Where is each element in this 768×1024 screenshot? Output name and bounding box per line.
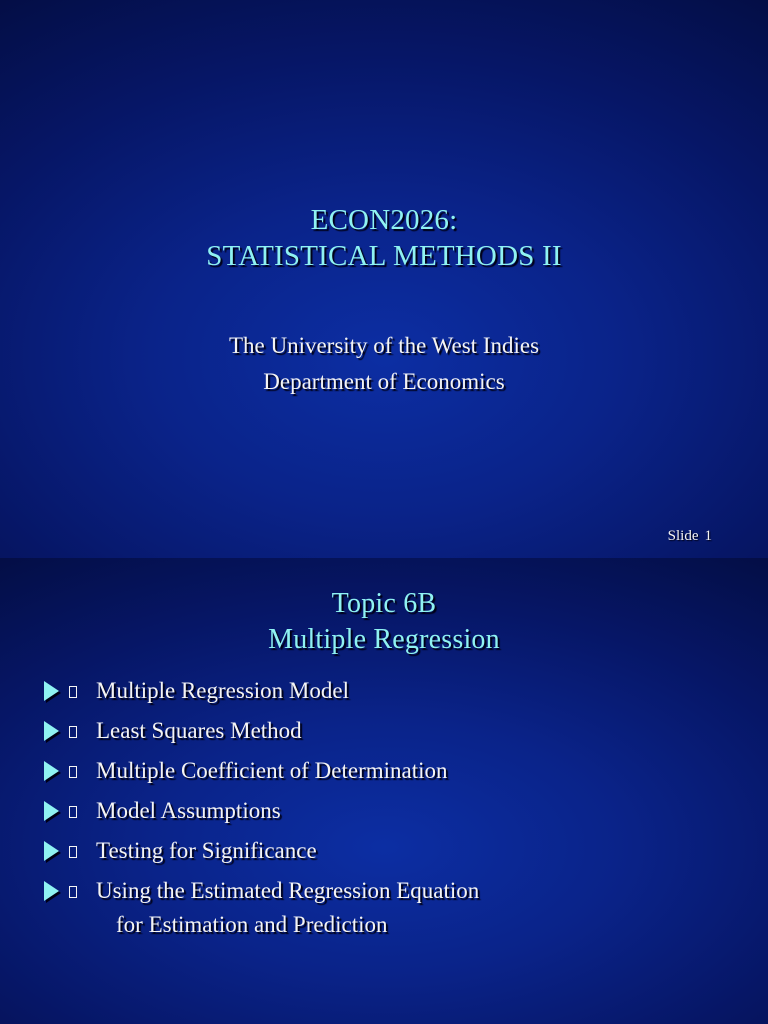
missing-glyph-box-icon: [69, 806, 77, 818]
list-item: [44, 794, 744, 834]
bullet-text: Least Squares Method: [96, 718, 302, 743]
right-triangle-arrow-icon: [44, 841, 59, 861]
topic-name: Multiple Regression: [268, 624, 500, 655]
right-triangle-arrow-icon: [44, 801, 59, 821]
missing-glyph-box-icon: [69, 886, 77, 898]
title-line-2: STATISTICAL METHODS II: [206, 240, 562, 272]
missing-glyph-box-icon: [69, 726, 77, 738]
missing-glyph-box-icon: [69, 846, 77, 858]
right-triangle-arrow-icon: [44, 881, 59, 901]
slide-1-subtitle: [0, 328, 768, 400]
list-item: [44, 834, 744, 874]
missing-glyph-box-icon: [69, 686, 77, 698]
list-item: [44, 714, 744, 754]
right-triangle-arrow-icon: [44, 721, 59, 741]
slide-2: [0, 558, 768, 1024]
bullet-text: Model Assumptions: [96, 798, 281, 823]
topic-bullet-list: [44, 674, 744, 950]
list-item: [44, 754, 744, 794]
bullet-text: Multiple Coefficient of Determination: [96, 758, 448, 783]
slide-2-title: [0, 586, 768, 658]
list-item: [44, 674, 744, 714]
slide-1-title: [0, 202, 768, 274]
bullet-text: Using the Estimated Regression Equation: [96, 878, 480, 903]
department-name: Department of Economics: [263, 369, 505, 394]
bullet-text-continuation: for Estimation and Prediction: [116, 912, 388, 937]
bullet-text: Testing for Significance: [96, 838, 317, 863]
topic-label: Topic 6B: [331, 588, 437, 619]
slide-number-label: Slide: [667, 528, 699, 544]
right-triangle-arrow-icon: [44, 761, 59, 781]
list-item: [44, 874, 744, 950]
title-line-1: ECON2026:: [310, 204, 458, 236]
missing-glyph-box-icon: [69, 766, 77, 778]
university-name: The University of the West Indies: [228, 333, 540, 358]
bullet-text: Multiple Regression Model: [96, 678, 349, 703]
right-triangle-arrow-icon: [44, 681, 59, 701]
slide-number: [668, 528, 712, 545]
slide-number-value: 1: [704, 528, 712, 544]
